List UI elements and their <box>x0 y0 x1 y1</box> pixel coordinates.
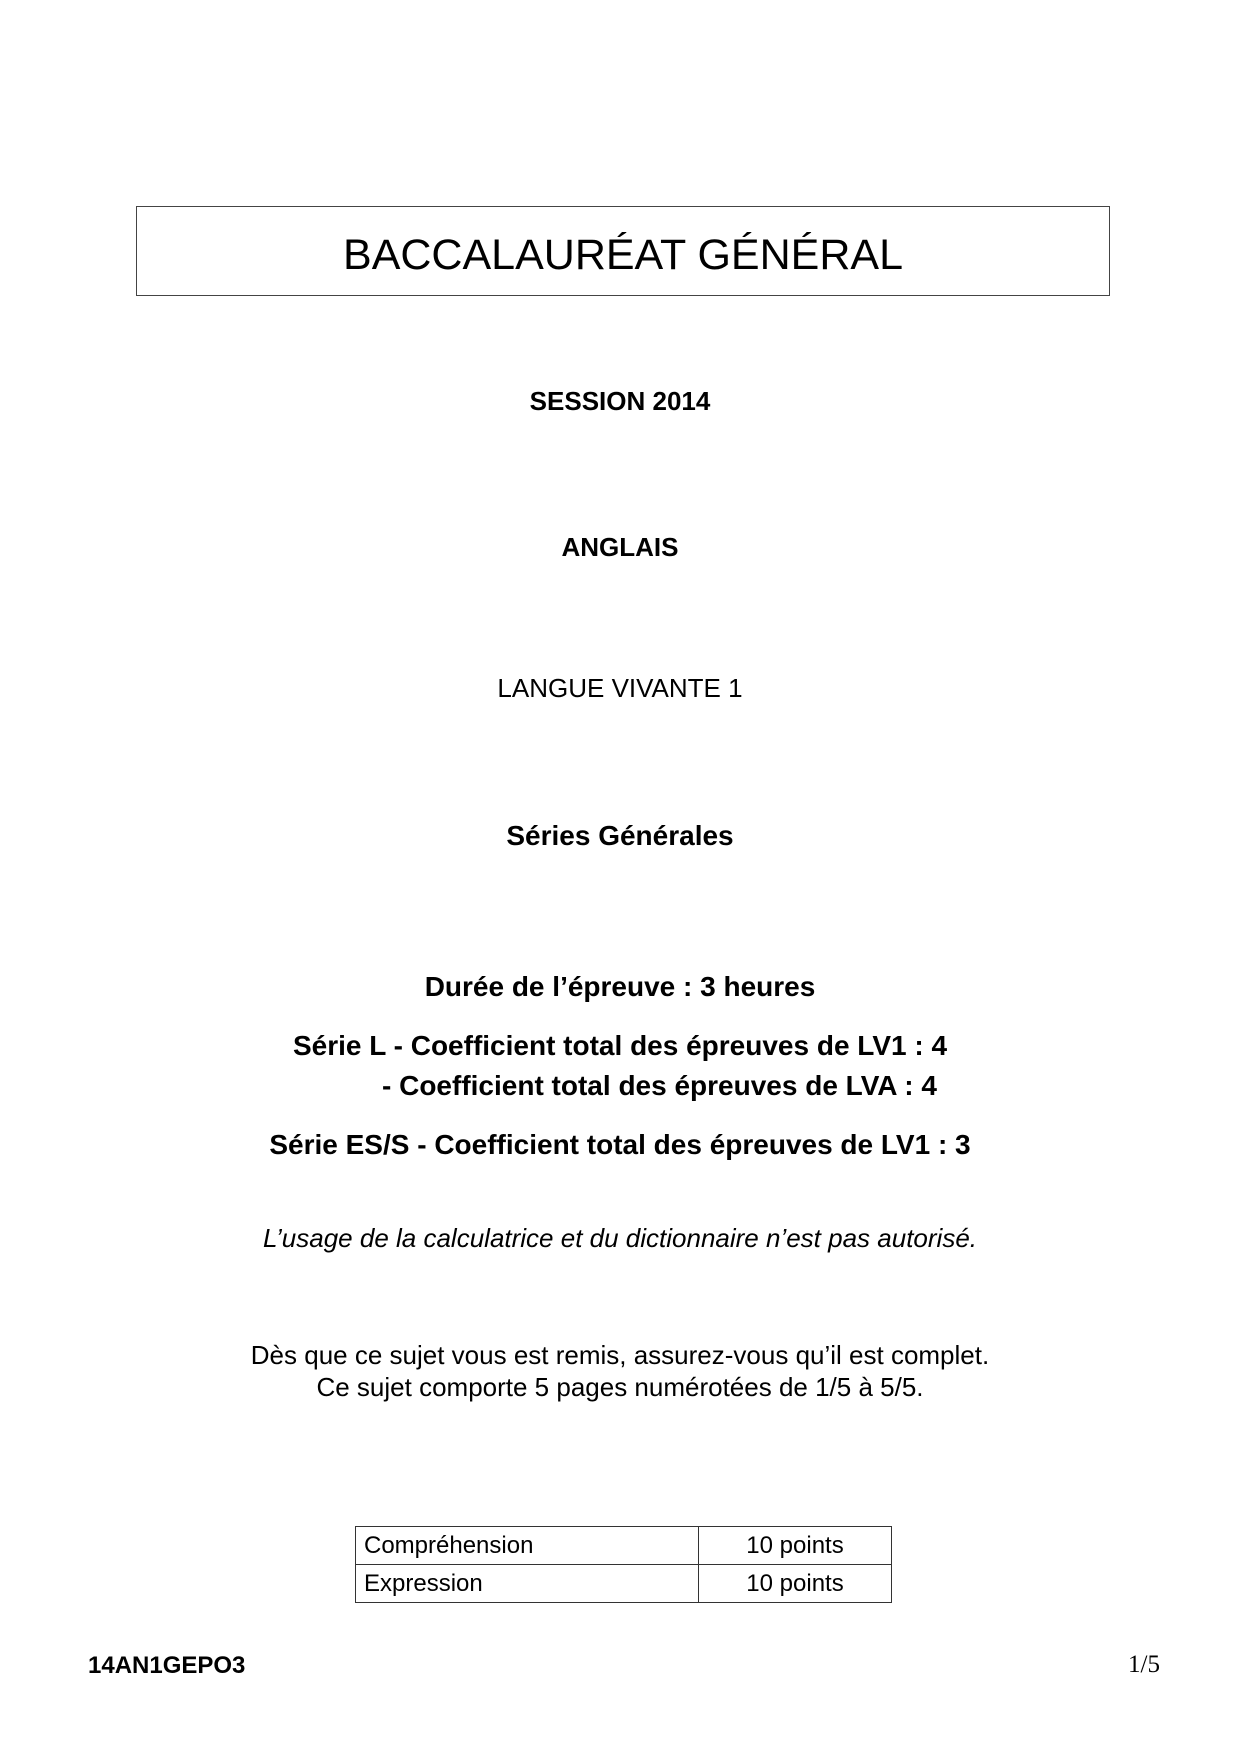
session-label: SESSION 2014 <box>529 386 711 416</box>
serie-l-coefficient-lv1: Série L - Coefficient total des épreuves de LV1 : 4 <box>292 1030 948 1061</box>
language-level-label: LANGUE VIVANTE 1 <box>497 673 743 703</box>
table-row <box>356 1527 892 1565</box>
completeness-notice-line1: Dès que ce sujet vous est remis, assurez-vous qu’il est complet. <box>250 1340 990 1370</box>
section-name-cell: Expression <box>356 1565 699 1603</box>
table-row <box>356 1565 892 1603</box>
title-box <box>136 206 1110 296</box>
serie-ess-coefficient: Série ES/S - Coefficient total des épreuves de LV1 : 3 <box>269 1129 971 1160</box>
calculator-notice: L’usage de la calculatrice et du dictionnaire n’est pas autorisé. <box>263 1223 977 1253</box>
points-table <box>355 1526 892 1603</box>
serie-l-coefficient-lva: - Coefficient total des épreuves de LVA : 4 <box>382 1070 937 1101</box>
exam-code: 14AN1GEPO3 <box>88 1652 246 1679</box>
duration-label: Durée de l’épreuve : 3 heures <box>424 971 816 1002</box>
completeness-notice-line2: Ce sujet comporte 5 pages numérotées de 1/5 à 5/5. <box>316 1372 924 1402</box>
subject-label: ANGLAIS <box>561 532 679 562</box>
exam-title: BACCALAURÉAT GÉNÉRAL <box>343 231 903 279</box>
section-points-cell: 10 points <box>699 1527 892 1565</box>
page-number: 1/5 <box>1128 1651 1160 1678</box>
section-name-cell: Compréhension <box>356 1527 699 1565</box>
series-label: Séries Générales <box>506 820 734 851</box>
section-points-cell: 10 points <box>699 1565 892 1603</box>
